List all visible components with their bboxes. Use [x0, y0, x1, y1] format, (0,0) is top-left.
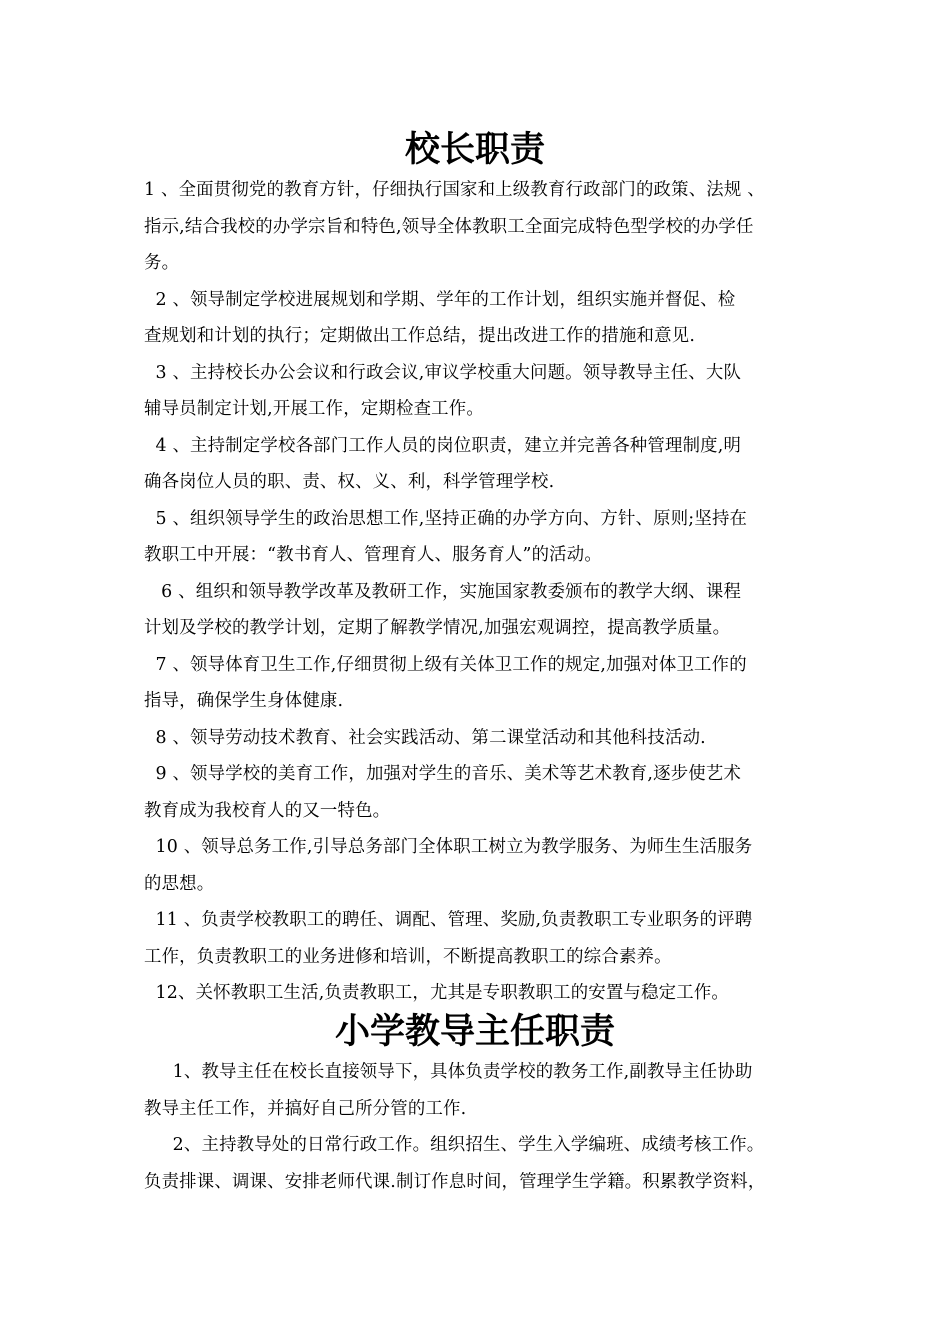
dean-duties-body	[144, 1054, 844, 1200]
paragraph-line: 9 、领导学校的美育工作，加强对学生的音乐、美术等艺术教育,逐步使艺术	[144, 764, 742, 784]
paragraph-line: 确各岗位人员的职、责、权、义、利，科学管理学校.	[144, 472, 555, 492]
paragraph-line: 6 、组织和领导教学改革及教研工作，实施国家教委颁布的教学大纲、课程	[144, 581, 742, 602]
paragraph-line: 1 、全面贯彻党的教育方针，仔细执行国家和上级教育行政部门的政策、法规 、	[144, 180, 765, 200]
paragraph-line: 工作，负责教职工的业务进修和培训，不断提高教职工的综合素养。	[144, 946, 672, 967]
paragraph-line: 1、教导主任在校长直接领导下，具体负责学校的教务工作,副教导主任协助	[144, 1062, 753, 1082]
principal-duties-body	[144, 172, 844, 1012]
paragraph-line: 12、关怀教职工生活,负责教职工，尤其是专职教职工的安置与稳定工作。	[144, 983, 730, 1003]
paragraph-line: 务。	[144, 253, 180, 273]
paragraph-line: 教职工中开展：“教书育人、管理育人、服务育人”的活动。	[144, 545, 602, 565]
paragraph-line: 查规划和计划的执行；定期做出工作总结，提出改进工作的措施和意见.	[144, 326, 696, 346]
paragraph-line: 5 、组织领导学生的政治思想工作,坚持正确的办学方向、方针、原则;坚持在	[144, 508, 748, 529]
section-title-dean-duties: 小学教导主任职责	[334, 1011, 615, 1052]
paragraph-line: 10 、领导总务工作,引导总务部门全体职工树立为教学服务、为师生生活服务	[144, 837, 753, 857]
paragraph-line: 教育成为我校育人的又一特色。	[144, 800, 391, 821]
paragraph-line: 2、主持教导处的日常行政工作。组织招生、学生入学编班、成绩考核工作。	[144, 1135, 765, 1155]
paragraph-line: 的思想。	[144, 873, 215, 894]
paragraph-line: 指导，确保学生身体健康.	[144, 691, 344, 711]
paragraph-line: 辅导员制定计划,开展工作，定期检查工作。	[144, 399, 484, 419]
paragraph-line: 指示,结合我校的办学宗旨和特色,领导全体教职工全面完成特色型学校的办学任	[144, 216, 754, 237]
paragraph-line: 教导主任工作，并搞好自己所分管的工作.	[144, 1098, 467, 1119]
paragraph-line: 2 、领导制定学校进展规划和学期、学年的工作计划，组织实施并督促、检	[144, 289, 736, 310]
section-title-principal-duties: 校长职责	[404, 129, 545, 170]
paragraph-line: 3 、主持校长办公会议和行政会议,审议学校重大问题。领导教导主任、大队	[144, 362, 742, 383]
paragraph-line: 负责排课、调课、安排老师代课.制订作息时间，管理学生学籍。积累教学资料，	[144, 1171, 766, 1192]
paragraph-line: 4 、主持制定学校各部门工作人员的岗位职责，建立并完善各种管理制度,明	[144, 435, 742, 456]
paragraph-line: 7 、领导体育卫生工作,仔细贯彻上级有关体卫工作的规定,加强对体卫工作的	[144, 654, 747, 675]
paragraph-line: 计划及学校的教学计划，定期了解教学情况,加强宏观调控，提高教学质量。	[144, 618, 731, 638]
paragraph-line: 11 、负责学校教职工的聘任、调配、管理、奖励,负责教职工专业职务的评聘	[144, 910, 753, 930]
paragraph-line: 8 、领导劳动技术教育、社会实践活动、第二课堂活动和其他科技活动.	[144, 727, 706, 748]
